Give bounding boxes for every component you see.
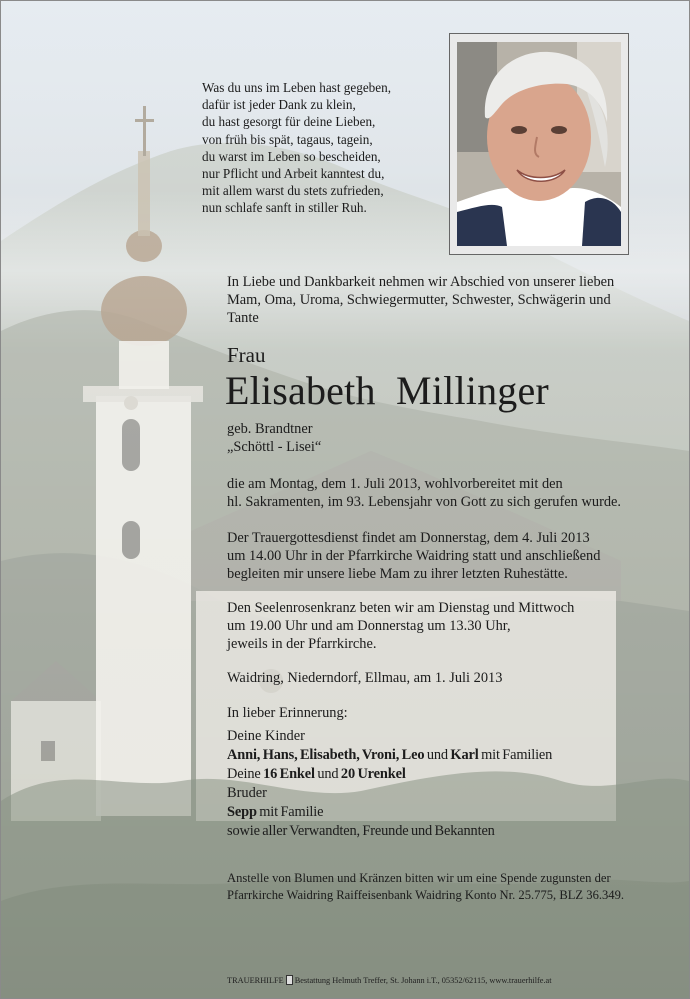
children-last: Karl: [450, 747, 479, 763]
intro-line: Tante: [227, 310, 259, 326]
poem: [202, 79, 391, 217]
brother-label: Bruder: [227, 785, 267, 801]
family-list: [227, 727, 552, 841]
nickname: „Schöttl - Lisei“: [227, 439, 322, 455]
intro-text: [227, 273, 657, 327]
salutation: Frau: [227, 343, 266, 367]
funeral-line: begleiten mir unsere liebe Mam zu ihrer letzten Ruhestätte.: [227, 566, 568, 582]
funeral-line: Der Trauergottesdienst findet am Donnerstag, dem 4. Juli 2013: [227, 530, 590, 546]
children-line: [227, 746, 552, 765]
birth-name-block: [227, 420, 321, 456]
deceased-name: Elisabeth Millinger: [225, 368, 549, 413]
rosary-line: um 19.00 Uhr und am Donnerstag um 13.30 Uhr,: [227, 618, 511, 634]
funeral-home-logo-icon: [286, 975, 293, 985]
maiden-name: geb. Brandtner: [227, 421, 313, 437]
poem-line: du warst im Leben so bescheiden,: [202, 148, 381, 164]
intro-line: In Liebe und Dankbarkeit nehmen wir Abschied von unserer lieben: [227, 274, 615, 290]
portrait-image: [457, 42, 621, 246]
rosary-line: Den Seelenrosenkranz beten wir am Dienstag und Mittwoch: [227, 600, 575, 616]
grand-prefix: Deine: [227, 766, 261, 782]
poem-line: du hast gesorgt für deine Lieben,: [202, 114, 376, 130]
poem-line: Was du uns im Leben hast gegeben,: [202, 80, 392, 95]
children-and: und: [426, 747, 448, 763]
death-notice-line: die am Montag, dem 1. Juli 2013, wohlvorbereitet mit den: [227, 476, 563, 492]
footer-brand: TRAUERHILFE: [227, 975, 284, 985]
funeral-notice: [227, 529, 667, 583]
relatives-line: sowie aller Verwandten, Freunde und Bekannten: [227, 823, 495, 839]
brother-suffix: mit Familie: [259, 804, 324, 820]
death-notice-line: hl. Sakramenten, im 93. Lebensjahr von Gott zu sich gerufen wurde.: [227, 494, 622, 510]
poem-line: von früh bis spät, tagaus, tagein,: [202, 131, 373, 147]
rosary-notice: [227, 599, 667, 653]
donation-note: Anstelle von Blumen und Kränzen bitten wir um eine Spende zugunsten der Pfarrkirche Waidring Raiffeisenbank Waidring Konto Nr. 25.775, BLZ 36.349.: [227, 871, 625, 902]
grandchildren-line: [227, 765, 552, 784]
grand-and: und: [317, 766, 339, 782]
intro-line: Mam, Oma, Uroma, Schwiegermutter, Schwester, Schwägerin und: [227, 292, 611, 308]
footer-text: Bestattung Helmuth Treffer, St. Johann i.T., 05352/62115, www.trauerhilfe.at: [294, 975, 552, 985]
children-names: Anni, Hans, Elisabeth, Vroni, Leo: [227, 747, 425, 763]
children-label: Deine Kinder: [227, 728, 305, 744]
funeral-line: um 14.00 Uhr in der Pfarrkirche Waidring statt und anschließend: [227, 548, 601, 564]
brother-name: Sepp: [227, 804, 257, 820]
poem-line: nur Pflicht und Arbeit kanntest du,: [202, 166, 385, 182]
poem-line: mit allem warst du stets zufrieden,: [202, 183, 384, 199]
grandchildren-count: 16 Enkel: [263, 766, 315, 782]
memory-heading: In lieber Erinnerung:: [227, 705, 348, 721]
footer: [227, 975, 552, 985]
place-date: Waidring, Niederndorf, Ellmau, am 1. Juli 2013: [227, 670, 503, 686]
great-grandchildren-count: 20 Urenkel: [340, 766, 406, 782]
poem-line: dafür ist jeder Dank zu klein,: [202, 97, 356, 113]
poem-line: nun schlafe sanft in stiller Ruh.: [202, 200, 367, 216]
death-notice: [227, 475, 667, 511]
brother-line: [227, 803, 552, 822]
portrait-photo: [449, 33, 629, 255]
rosary-line: jeweils in der Pfarrkirche.: [227, 636, 377, 652]
children-suffix: mit Familien: [481, 747, 553, 763]
